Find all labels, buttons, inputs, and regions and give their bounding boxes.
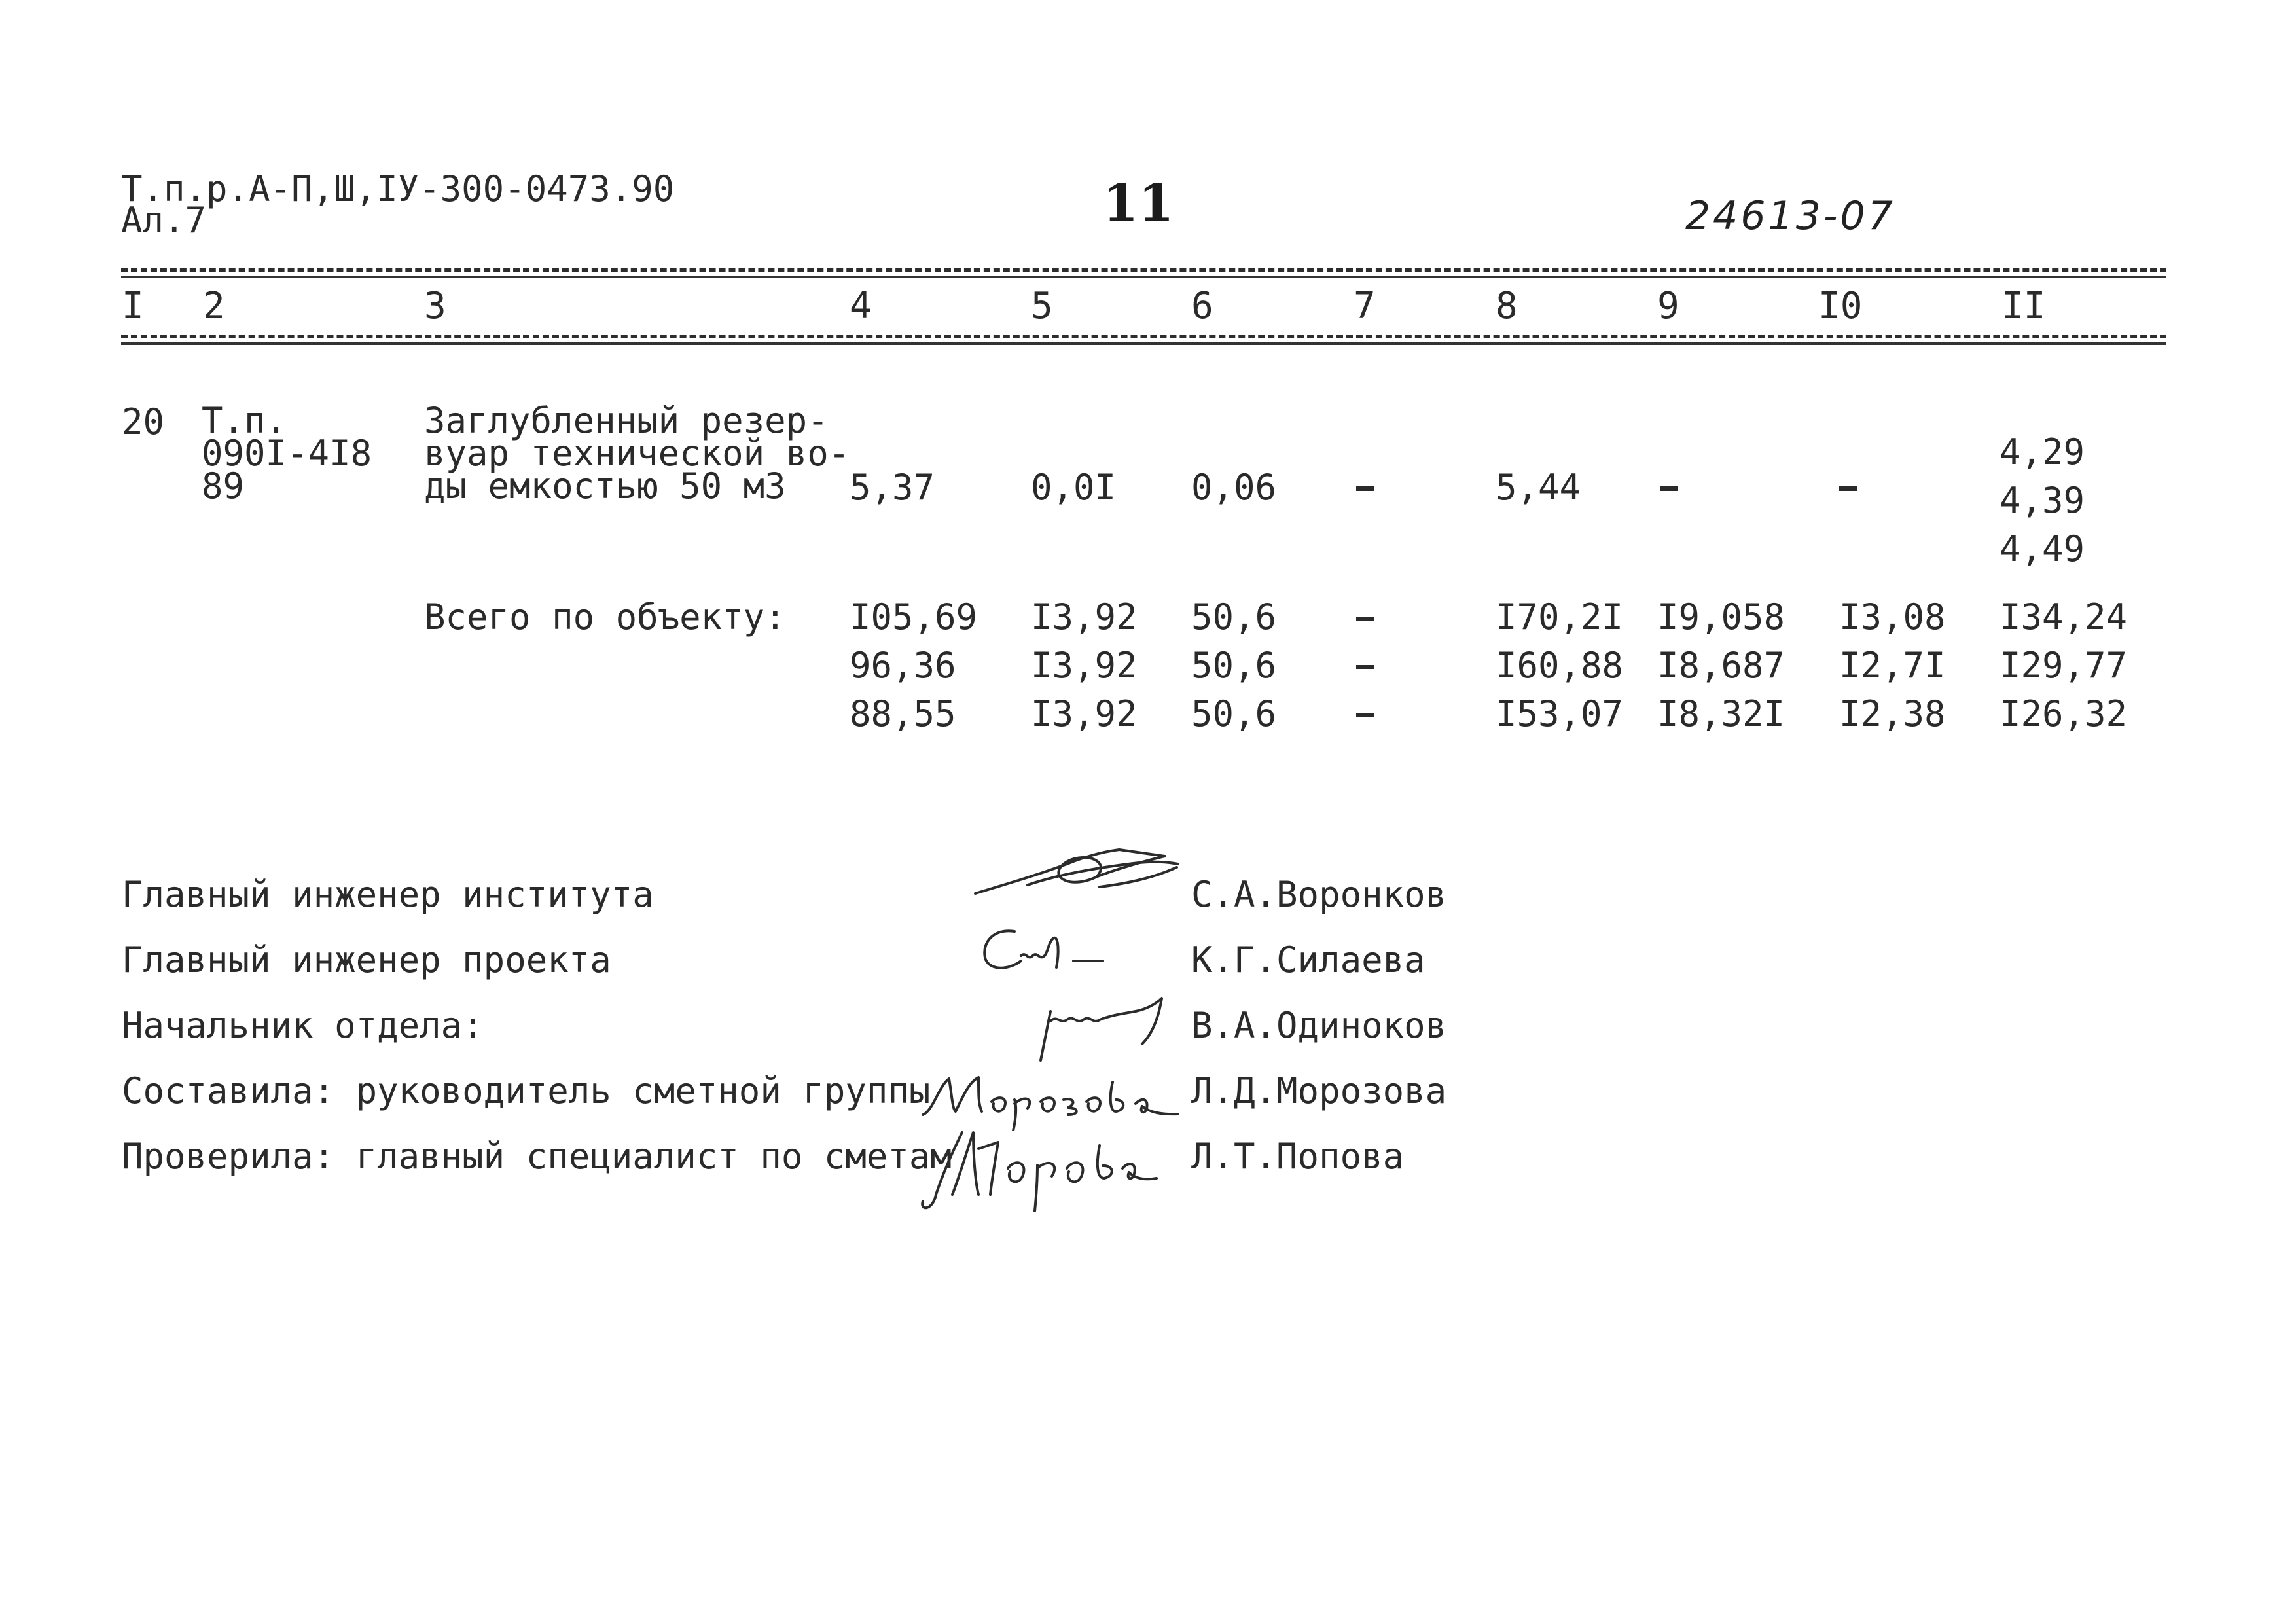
header-bottom-rule-inner xyxy=(121,342,2166,345)
header-bottom-rule xyxy=(121,335,2166,338)
signature-role-checked-by: Проверила: главный специалист по сметам xyxy=(122,1136,952,1177)
signature-name-odinokov: В.А.Одиноков xyxy=(1191,1005,1447,1046)
total-r1-col5: I3,92 xyxy=(1031,596,1138,638)
document-code: Т.п.р.А-П,Ш,IУ-300-0473.90 xyxy=(121,168,675,209)
total-r3-col10: I2,38 xyxy=(1839,693,1946,734)
total-r2-col5: I3,92 xyxy=(1031,645,1138,686)
signature-role-chief-engineer-institute: Главный инженер института xyxy=(122,874,654,915)
row-value-col11-a: 4,29 xyxy=(2000,431,2085,473)
column-header-4: 4 xyxy=(850,285,872,327)
signature-role-compiled-by: Составила: руководитель сметной группы xyxy=(122,1070,931,1111)
header-top-rule-inner xyxy=(121,276,2166,278)
project-code: Т.п. 090I-4I8 89 xyxy=(202,400,372,507)
total-r3-col8: I53,07 xyxy=(1496,693,1624,734)
handwritten-signature-voronkov xyxy=(969,838,1191,916)
total-r3-col6: 50,6 xyxy=(1191,693,1277,734)
row-description: Заглубленный резер- вуар технической во- ды емкостью 50 м3 xyxy=(424,400,850,507)
total-r1-col6: 50,6 xyxy=(1191,596,1277,638)
total-r2-col9: I8,687 xyxy=(1657,645,1785,686)
handwritten-signature-odinokov xyxy=(1021,982,1191,1067)
total-r2-col11: I29,77 xyxy=(2000,645,2128,686)
page-number: 11 xyxy=(1103,173,1174,233)
row-value-col8: 5,44 xyxy=(1496,467,1581,508)
total-r3-col7 xyxy=(1356,713,1374,717)
total-r2-col4: 96,36 xyxy=(850,645,956,686)
signature-name-voronkov: С.А.Воронков xyxy=(1191,874,1447,915)
total-r3-col5: I3,92 xyxy=(1031,693,1138,734)
total-r3-col9: I8,32I xyxy=(1657,693,1785,734)
row-value-col9 xyxy=(1660,486,1678,491)
header-top-rule xyxy=(121,268,2166,272)
handwritten-signature-popova xyxy=(913,1116,1162,1218)
signature-role-department-head: Начальник отдела: xyxy=(122,1005,484,1046)
row-value-col4: 5,37 xyxy=(850,467,935,508)
column-header-7: 7 xyxy=(1354,285,1376,327)
total-r2-col7 xyxy=(1356,665,1374,669)
album-number: Ал.7 xyxy=(121,200,207,241)
inventory-number: 24613-07 xyxy=(1685,193,1895,239)
column-header-11: II xyxy=(2001,285,2046,327)
total-r3-col4: 88,55 xyxy=(850,693,956,734)
handwritten-signature-silaeva xyxy=(975,915,1119,987)
total-r1-col7 xyxy=(1356,617,1374,621)
row-value-col5: 0,0I xyxy=(1031,467,1117,508)
total-r1-col10: I3,08 xyxy=(1839,596,1946,638)
total-r1-col4: I05,69 xyxy=(850,596,978,638)
signature-name-silaeva: К.Г.Силаева xyxy=(1191,939,1426,981)
column-header-3: 3 xyxy=(424,285,446,327)
column-header-2: 2 xyxy=(203,285,225,327)
column-header-9: 9 xyxy=(1657,285,1679,327)
total-label: Всего по объекту: xyxy=(424,596,786,638)
total-r2-col8: I60,88 xyxy=(1496,645,1624,686)
total-r1-col8: I70,2I xyxy=(1496,596,1624,638)
column-header-10: I0 xyxy=(1818,285,1863,327)
signature-role-chief-engineer-project: Главный инженер проекта xyxy=(122,939,611,981)
row-value-col6: 0,06 xyxy=(1191,467,1277,508)
row-value-col10 xyxy=(1839,486,1857,491)
total-r1-col11: I34,24 xyxy=(2000,596,2128,638)
row-number: 20 xyxy=(122,401,165,442)
column-header-8: 8 xyxy=(1496,285,1518,327)
row-value-col11-b: 4,39 xyxy=(2000,480,2085,521)
column-header-1: I xyxy=(122,285,144,327)
total-r2-col10: I2,7I xyxy=(1839,645,1946,686)
column-header-5: 5 xyxy=(1031,285,1053,327)
signature-name-morozova: Л.Д.Морозова xyxy=(1191,1070,1447,1111)
row-value-col7 xyxy=(1356,486,1374,491)
total-r3-col11: I26,32 xyxy=(2000,693,2128,734)
row-value-col11-c: 4,49 xyxy=(2000,528,2085,569)
total-r1-col9: I9,058 xyxy=(1657,596,1785,638)
signature-name-popova: Л.Т.Попова xyxy=(1191,1136,1405,1177)
column-header-6: 6 xyxy=(1191,285,1213,327)
total-r2-col6: 50,6 xyxy=(1191,645,1277,686)
